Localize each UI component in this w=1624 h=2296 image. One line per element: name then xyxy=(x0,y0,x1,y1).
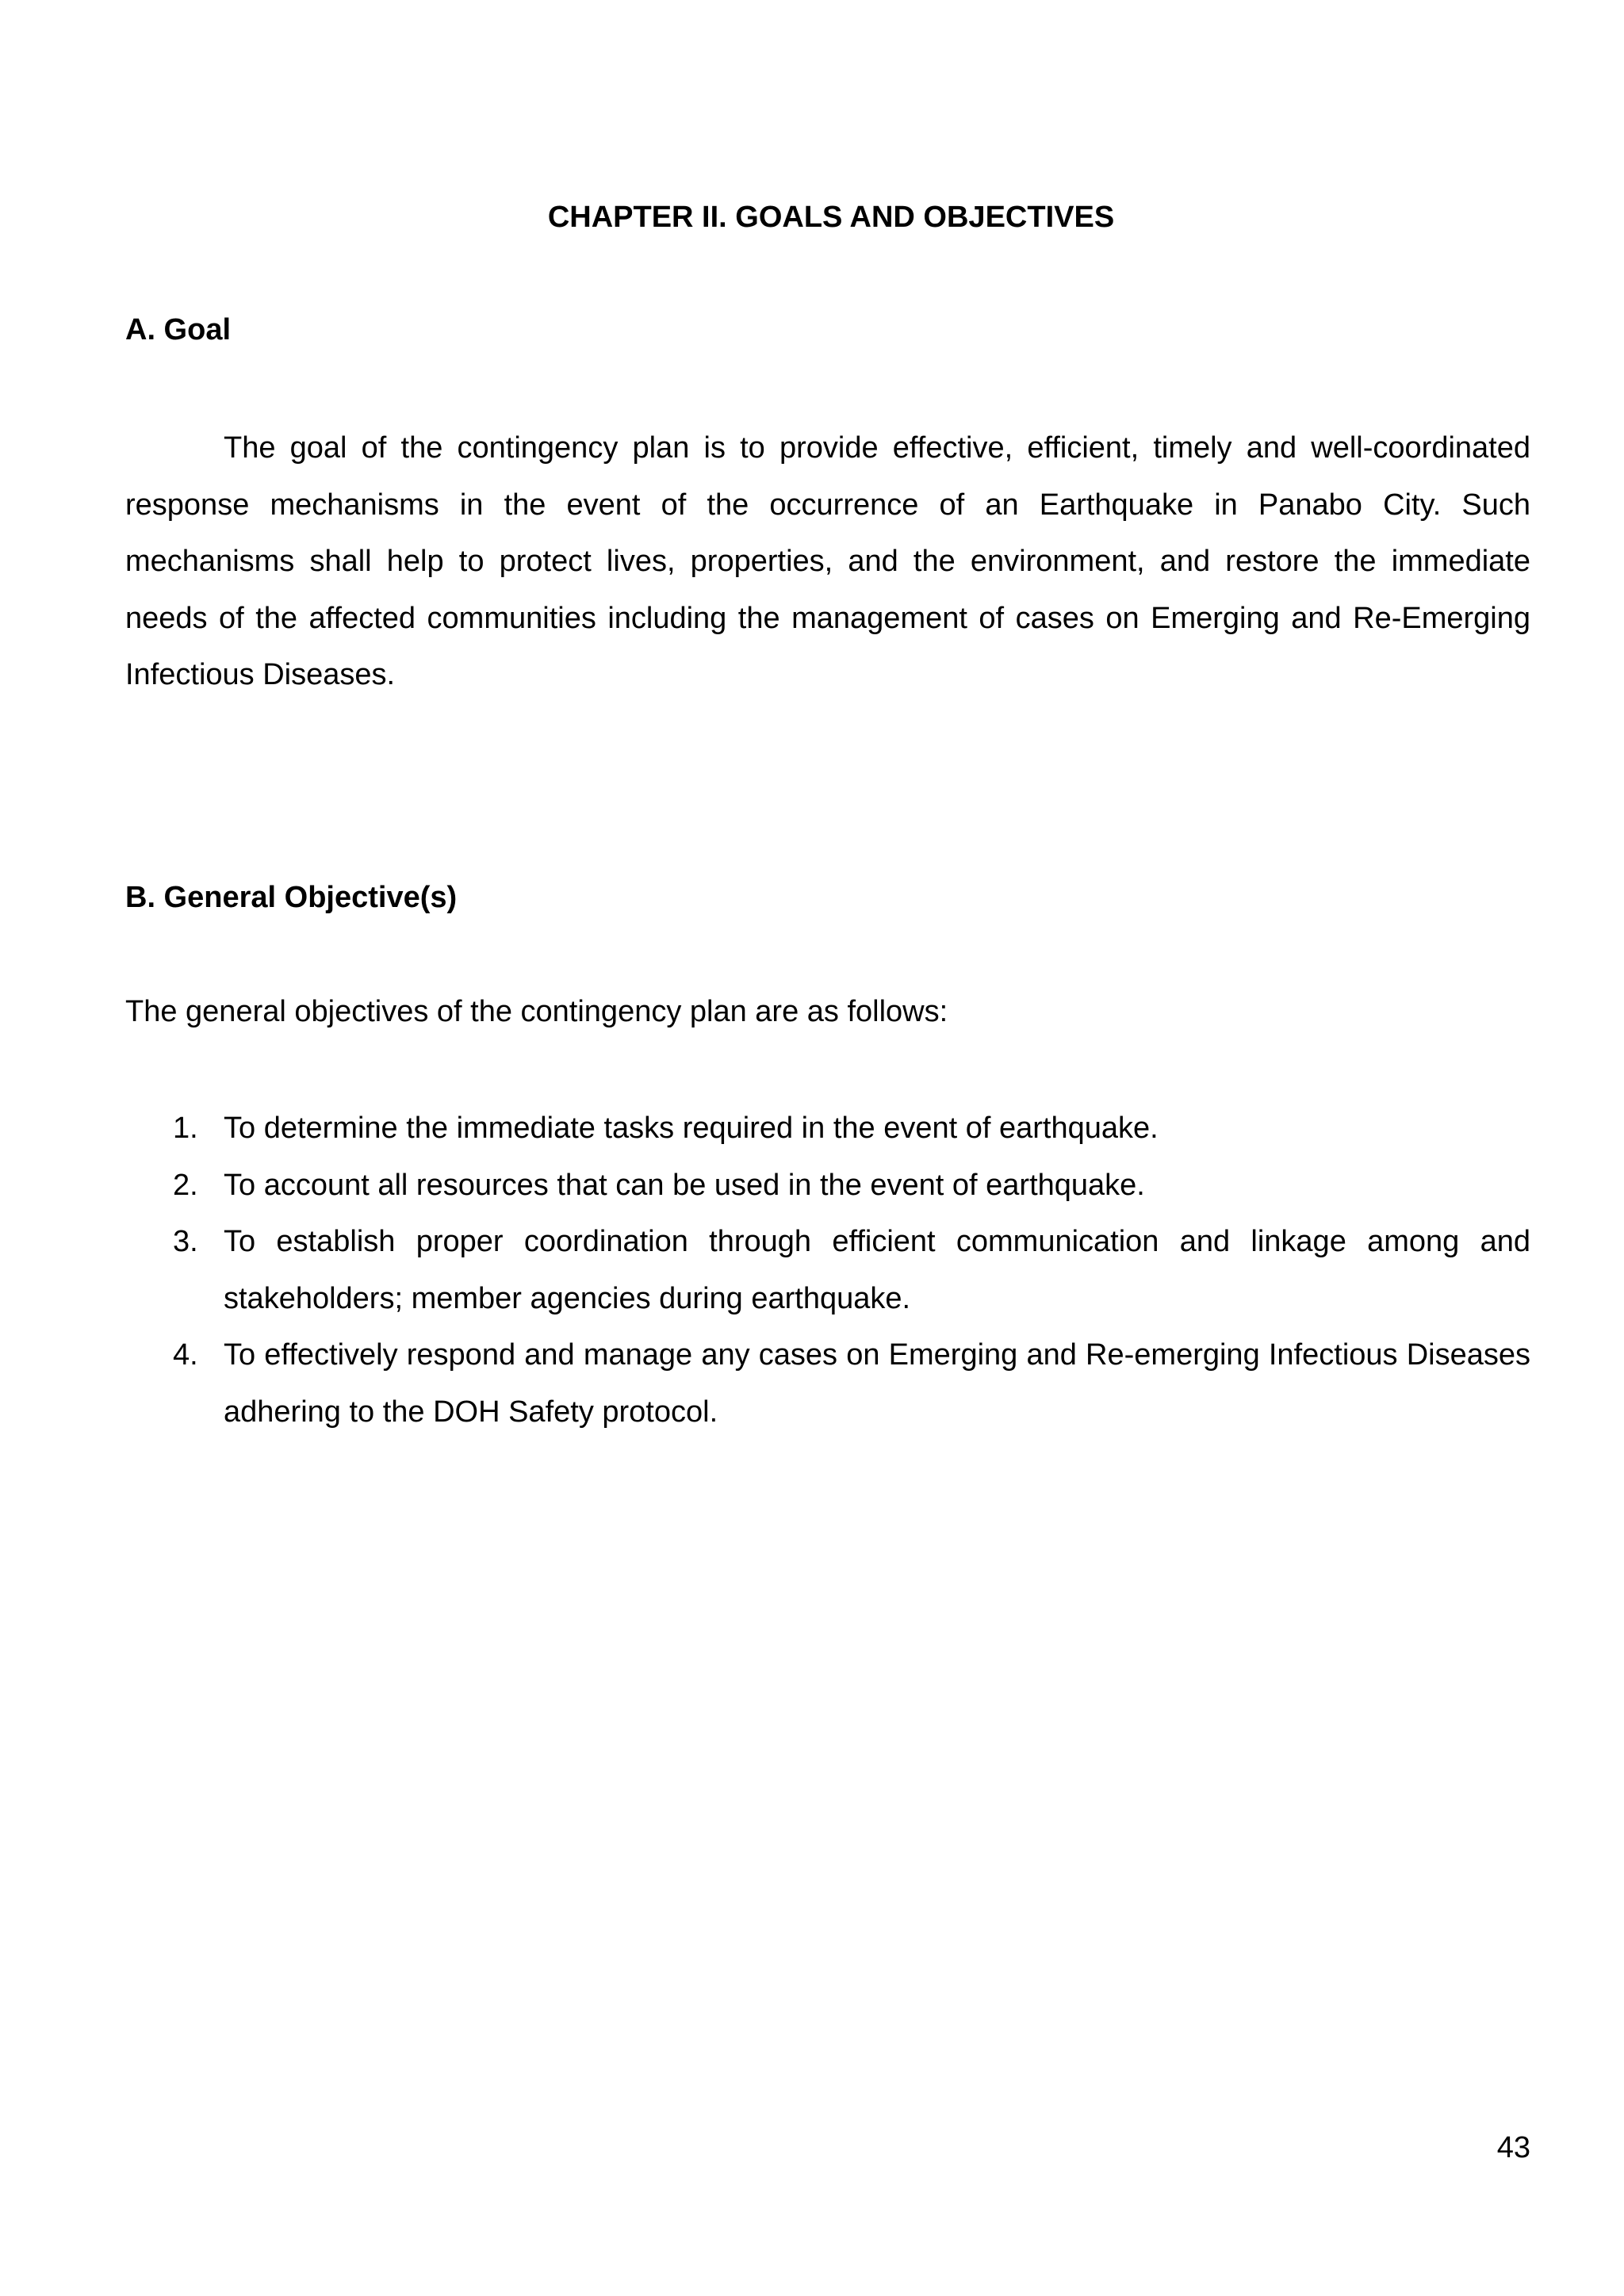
objective-number: 4. xyxy=(173,1338,198,1372)
objective-item-1 xyxy=(125,1100,1530,1158)
objective-item-2 xyxy=(125,1158,1530,1215)
objective-number: 1. xyxy=(173,1112,198,1145)
goal-paragraph: The goal of the contingency plan is to provide effective, efficient, timely and well-coordinated response mechanisms in the event of the occurrence of an Earthquake in Panabo City. Such mechanisms shall help to protect lives, properties, and the environment, and restore the immediate needs of the affected communities including the management of cases on Emerging and Re-Emerging Infectious Diseases. xyxy=(125,431,1530,691)
section-b-heading: B. General Objective(s) xyxy=(125,881,458,914)
objective-text: To determine the immediate tasks required in the event of earthquake. xyxy=(224,1112,1159,1145)
page-number: 43 xyxy=(1496,2131,1530,2164)
objectives-intro: The general objectives of the contingency plan are as follows: xyxy=(125,995,948,1028)
objective-item-3 xyxy=(125,1214,1530,1327)
objective-text: To establish proper coordination through efficient communication and linkage among and stakeholders; member agencies during earthquake. xyxy=(224,1225,1530,1315)
section-a-heading: A. Goal xyxy=(125,313,232,346)
objective-text: To account all resources that can be used in the event of earthquake. xyxy=(224,1168,1145,1202)
objective-text: To effectively respond and manage any cases on Emerging and Re-emerging Infectious Diseases adhering to the DOH Safety protocol. xyxy=(224,1338,1530,1429)
objectives-list xyxy=(125,1100,1530,1441)
objective-item-4 xyxy=(125,1327,1530,1441)
objective-number: 3. xyxy=(173,1225,198,1258)
objective-number: 2. xyxy=(173,1168,198,1202)
chapter-title: CHAPTER II. GOALS AND OBJECTIVES xyxy=(547,201,1115,234)
